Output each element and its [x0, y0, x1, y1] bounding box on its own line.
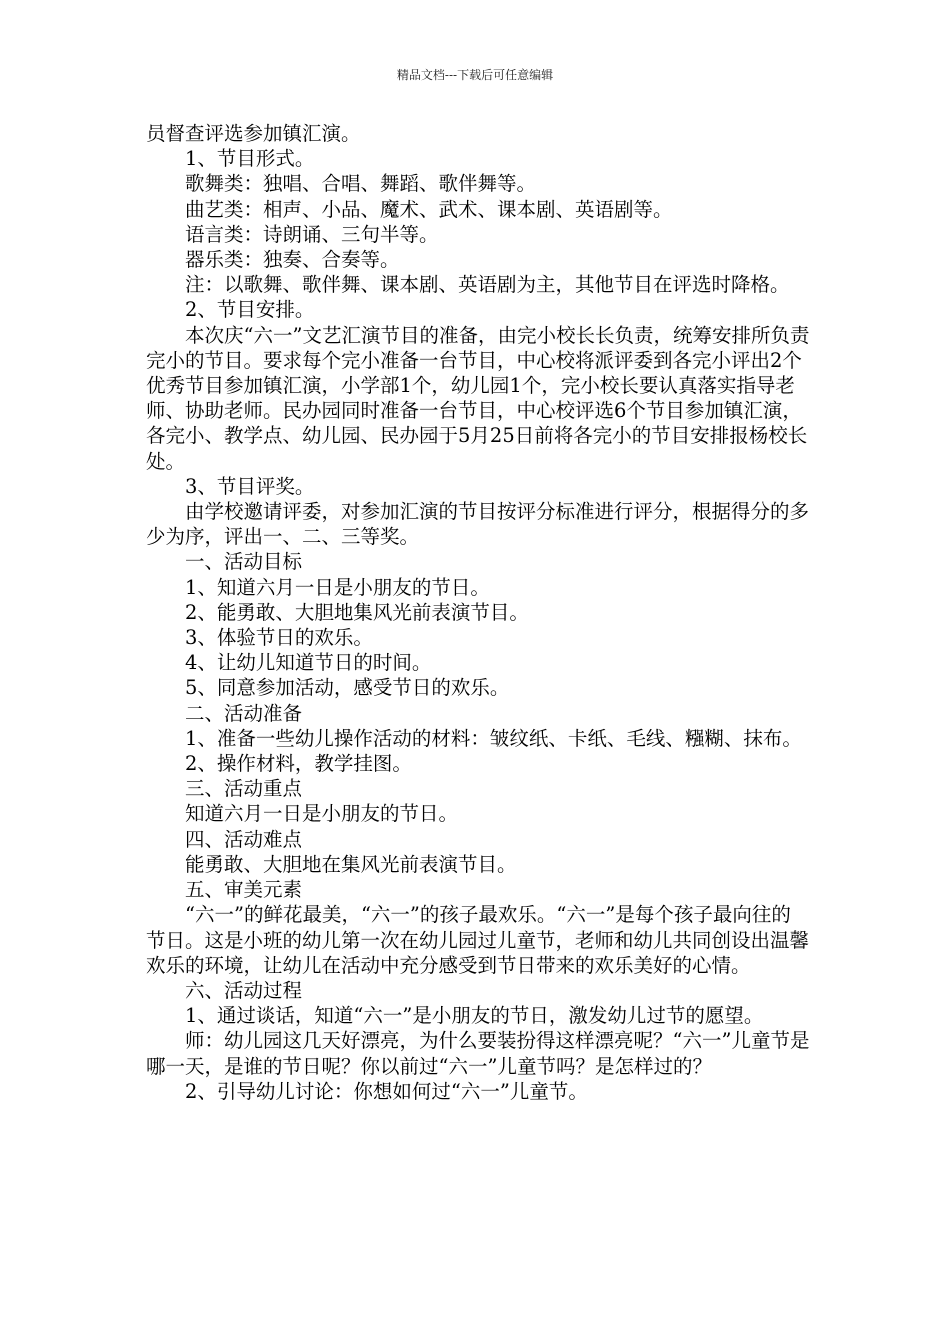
document-body [146, 121, 810, 1104]
paragraph: 本次庆“六一”文艺汇演节目的准备，由完小校长长负责，统筹安排所负责完小的节目。要求每个完小准备一台节目，中心校将派评委到各完小评出2个优秀节目参加镇汇演，小学部1个，幼儿园1个，完小校长要认真落实指导老师、协助老师。民办园同时准备一台节目，中心校评选6个节目参加镇汇演，各完小、教学点、幼儿园、民办园于5月25日前将各完小的节目安排报杨校长处。 [146, 323, 810, 473]
paragraph: 2、节目安排。 [185, 298, 315, 322]
paragraph: 一、活动目标 [185, 550, 303, 574]
paragraph: 由学校邀请评委，对参加汇演的节目按评分标准进行评分，根据得分的多少为序，评出一、二、三等奖。 [146, 500, 810, 549]
paragraph: 3、节目评奖。 [185, 474, 315, 498]
paragraph: 1、通过谈话，知道“六一”是小朋友的节日，激发幼儿过节的愿望。 [185, 1004, 764, 1028]
paragraph: 5、同意参加活动，感受节日的欢乐。 [185, 676, 510, 700]
paragraph: 语言类：诗朗诵、三句半等。 [185, 222, 439, 246]
page-header: 精品文档---下载后可任意编辑 [396, 68, 554, 82]
paragraph: 曲艺类：相声、小品、魔术、武术、课本剧、英语剧等。 [185, 197, 673, 221]
paragraph: 1、知道六月一日是小朋友的节日。 [185, 575, 490, 599]
paragraph: 员督查评选参加镇汇演。 [146, 122, 361, 145]
paragraph: 能勇敢、大胆地在集风光前表演节目。 [185, 852, 517, 876]
paragraph: 四、活动难点 [185, 827, 303, 851]
paragraph: 三、活动重点 [185, 777, 303, 801]
paragraph: 注：以歌舞、歌伴舞、课本剧、英语剧为主，其他节目在评选时降格。 [185, 273, 790, 297]
paragraph: 知道六月一日是小朋友的节日。 [185, 802, 459, 826]
paragraph: 3、体验节日的欢乐。 [185, 626, 373, 650]
paragraph: 器乐类：独奏、合奏等。 [185, 248, 400, 272]
paragraph: 2、能勇敢、大胆地集风光前表演节目。 [185, 600, 529, 624]
paragraph: “六一”的鲜花最美，“六一”的孩子最欢乐。“六一”是每个孩子最向往的节日。这是小班的幼儿第一次在幼儿园过儿童节，老师和幼儿共同创设出温馨欢乐的环境，让幼儿在活动中充分感受到节日带来的欢乐美好的心情。 [146, 903, 810, 977]
paragraph: 2、引导幼儿讨论：你想如何过“六一”儿童节。 [185, 1079, 588, 1103]
paragraph: 1、节目形式。 [185, 147, 315, 171]
paragraph: 4、让幼儿知道节日的时间。 [185, 651, 432, 675]
paragraph: 歌舞类：独唱、合唱、舞蹈、歌伴舞等。 [185, 172, 537, 196]
paragraph: 师：幼儿园这几天好漂亮，为什么要装扮得这样漂亮呢？“六一”儿童节是哪一天，是谁的节日呢？你以前过“六一”儿童节吗？是怎样过的？ [146, 1029, 810, 1078]
paragraph: 六、活动过程 [185, 978, 303, 1002]
paragraph: 二、活动准备 [185, 701, 303, 725]
paragraph: 五、审美元素 [185, 878, 303, 902]
paragraph: 1、准备一些幼儿操作活动的材料：皱纹纸、卡纸、毛线、糨糊、抹布。 [185, 726, 802, 750]
paragraph: 2、操作材料，教学挂图。 [185, 752, 412, 776]
